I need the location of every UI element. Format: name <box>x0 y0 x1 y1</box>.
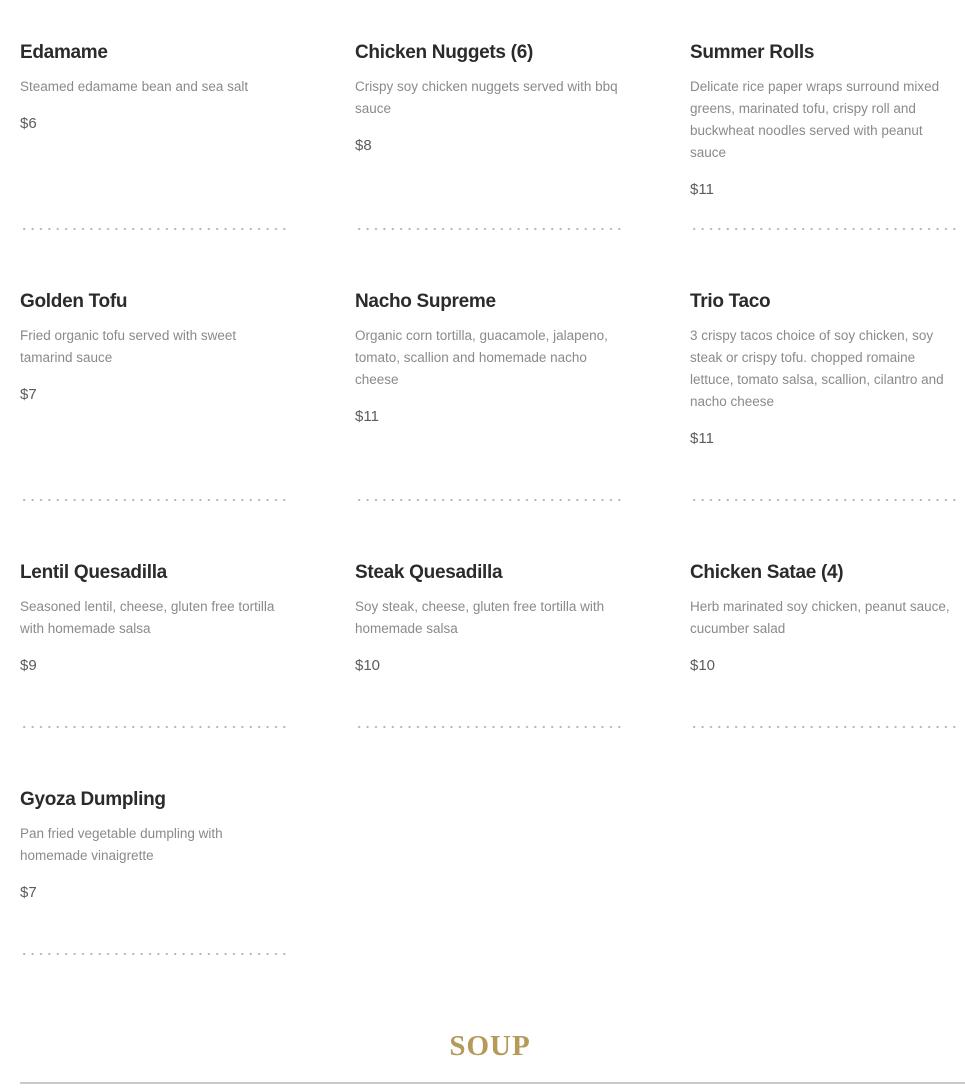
menu-item-description: Steamed edamame bean and sea salt <box>20 79 249 94</box>
menu-item-price: $11 <box>355 408 379 425</box>
menu-item-name: Golden Tofu <box>20 291 128 312</box>
menu-item-price: $10 <box>355 657 381 674</box>
menu-item-name: Summer Rolls <box>690 42 815 63</box>
menu-item-summer-rolls <box>690 41 960 200</box>
menu-item-price: $9 <box>20 657 37 674</box>
menu-item-golden-tofu <box>20 290 290 405</box>
menu-item-name: Nacho Supreme <box>355 291 496 312</box>
menu-item-description: 3 crispy tacos choice of soy chicken, soy steak or crispy tofu. chopped romaine lettuce, tomato salsa, scallion, cilantro and nacho cheese <box>690 328 944 409</box>
menu-item-description: Delicate rice paper wraps surround mixed greens, marinated tofu, crispy roll and buckwheat noodles served with peanut sauce <box>690 79 940 160</box>
dotted-divider <box>690 227 960 231</box>
menu-item-lentil-quesadilla <box>20 561 290 676</box>
menu-item-description: Seasoned lentil, cheese, gluten free tortilla with homemade salsa <box>20 599 275 636</box>
menu-item-price: $11 <box>690 181 714 198</box>
menu-item-gyoza-dumpling <box>20 788 290 903</box>
section-divider-line <box>20 1082 965 1084</box>
menu-item-price: $7 <box>20 884 37 901</box>
menu-item-name: Lentil Quesadilla <box>20 562 167 583</box>
dotted-divider <box>690 498 960 502</box>
menu-item-name: Steak Quesadilla <box>355 562 503 583</box>
menu-item-edamame <box>20 41 290 134</box>
menu-item-name: Chicken Satae (4) <box>690 562 844 583</box>
menu-item-description: Pan fried vegetable dumpling with homemade vinaigrette <box>20 826 223 863</box>
menu-item-description: Organic corn tortilla, guacamole, jalapeno, tomato, scallion and homemade nacho cheese <box>355 328 608 387</box>
menu-item-nacho-supreme <box>355 290 625 427</box>
menu-item-name: Trio Taco <box>690 291 771 312</box>
menu-item-name: Chicken Nuggets (6) <box>355 42 533 63</box>
section-title-soup: SOUP <box>449 1030 531 1062</box>
menu-item-description: Fried organic tofu served with sweet tamarind sauce <box>20 328 237 365</box>
dotted-divider <box>20 227 290 231</box>
menu-item-price: $6 <box>20 115 37 132</box>
menu-item-price: $8 <box>355 137 372 154</box>
menu-item-steak-quesadilla <box>355 561 625 676</box>
menu-item-description: Herb marinated soy chicken, peanut sauce, cucumber salad <box>690 599 950 636</box>
dotted-divider <box>690 725 960 729</box>
dotted-divider <box>355 227 625 231</box>
menu-item-name: Gyoza Dumpling <box>20 789 166 810</box>
menu-item-chicken-satae <box>690 561 960 676</box>
menu-item-description: Crispy soy chicken nuggets served with bbq sauce <box>355 79 618 116</box>
dotted-divider <box>20 725 290 729</box>
dotted-divider <box>20 952 290 956</box>
menu-item-price: $11 <box>690 430 714 447</box>
dotted-divider <box>355 498 625 502</box>
menu-item-chicken-nuggets <box>355 41 625 156</box>
dotted-divider <box>355 725 625 729</box>
dotted-divider <box>20 498 290 502</box>
menu-item-trio-taco <box>690 290 962 449</box>
menu-item-description: Soy steak, cheese, gluten free tortilla with homemade salsa <box>355 599 605 636</box>
menu-item-name: Edamame <box>20 42 108 63</box>
menu-item-price: $7 <box>20 386 37 403</box>
menu-item-price: $10 <box>690 657 716 674</box>
